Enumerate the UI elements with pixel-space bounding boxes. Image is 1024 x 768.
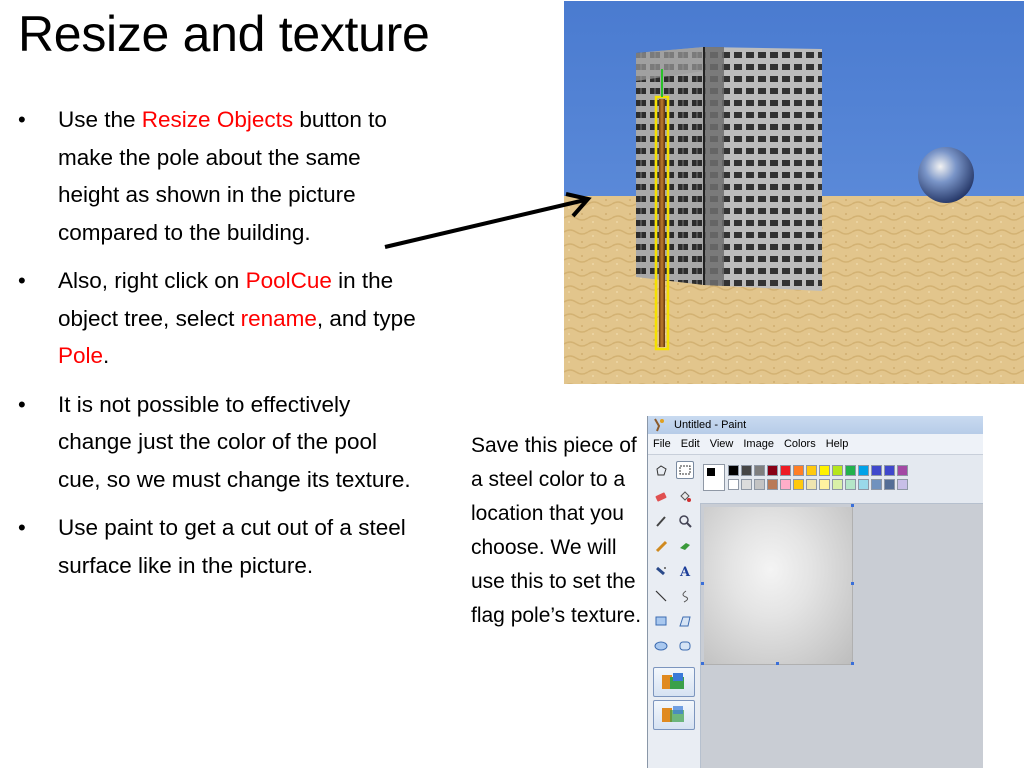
color-swatch[interactable] bbox=[884, 465, 895, 476]
ellipse-tool-icon[interactable] bbox=[652, 637, 670, 655]
resize-handle[interactable] bbox=[851, 582, 854, 585]
color-swatch[interactable] bbox=[754, 479, 765, 490]
resize-handle[interactable] bbox=[851, 504, 854, 507]
paint-toolbox bbox=[648, 455, 701, 768]
menu-edit[interactable]: Edit bbox=[680, 438, 700, 450]
color-swatch[interactable] bbox=[806, 479, 817, 490]
bullet-text: It is not possible to effectively change just the color of the pool cue, so we must change its texture. bbox=[58, 391, 411, 492]
menu-view[interactable]: View bbox=[709, 438, 734, 450]
color-picker-icon[interactable] bbox=[652, 512, 670, 530]
color-swatch[interactable] bbox=[793, 479, 804, 490]
color-swatch[interactable] bbox=[871, 479, 882, 490]
color-swatch[interactable] bbox=[728, 479, 739, 490]
caption-text: Save this piece of a steel color to a location that you choose. We will use this to set the flag pole’s texture. bbox=[471, 434, 642, 627]
fill-icon[interactable] bbox=[676, 487, 694, 505]
bullet-text: . bbox=[103, 343, 110, 368]
color-swatch[interactable] bbox=[767, 479, 778, 490]
bullet-text: Use the bbox=[58, 107, 142, 132]
bullet-text: , and type bbox=[316, 305, 416, 331]
bullet-item bbox=[14, 262, 424, 375]
menu-image[interactable]: Image bbox=[743, 438, 774, 450]
bullet-text: Use paint to get a cut out of a steel surface like in the picture. bbox=[58, 515, 406, 578]
color-swatch[interactable] bbox=[845, 479, 856, 490]
rectangle-tool-icon[interactable] bbox=[652, 612, 670, 630]
line-tool-icon[interactable] bbox=[652, 587, 670, 605]
resize-handle[interactable] bbox=[701, 662, 704, 665]
color-swatch[interactable] bbox=[845, 465, 856, 476]
highlight-resize-objects: Resize Objects bbox=[141, 107, 294, 132]
paint-app-icon bbox=[652, 418, 666, 432]
menu-file[interactable]: File bbox=[653, 438, 671, 450]
color-swatch[interactable] bbox=[780, 479, 791, 490]
color-swatch[interactable] bbox=[884, 479, 895, 490]
color-swatch[interactable] bbox=[741, 479, 752, 490]
bullet-dot: • bbox=[18, 107, 26, 132]
rect-select-icon[interactable] bbox=[676, 461, 694, 479]
color-swatch[interactable] bbox=[819, 465, 830, 476]
paint-title: Untitled - Paint bbox=[674, 419, 747, 431]
color-swatch[interactable] bbox=[780, 465, 791, 476]
bullet-dot: • bbox=[18, 268, 26, 293]
bullet-text: in the object tree, select bbox=[58, 268, 394, 331]
slide-title: Resize and texture bbox=[18, 6, 430, 62]
rounded-rect-tool-icon[interactable] bbox=[676, 637, 694, 655]
color-palette bbox=[700, 455, 983, 504]
color-swatch[interactable] bbox=[832, 479, 843, 490]
bullet-text: button to make the pole about the same height as shown in the picture compared to the building. bbox=[58, 107, 387, 245]
color-swatch[interactable] bbox=[897, 465, 908, 476]
paint-workspace bbox=[648, 455, 983, 768]
scene-screenshot bbox=[564, 1, 1024, 384]
bullet-item bbox=[14, 509, 424, 584]
menu-help[interactable]: Help bbox=[825, 438, 849, 450]
resize-handle[interactable] bbox=[851, 662, 854, 665]
curve-tool-icon[interactable] bbox=[676, 587, 694, 605]
eraser-icon[interactable] bbox=[652, 487, 670, 505]
color-swatch[interactable] bbox=[806, 465, 817, 476]
pencil-icon[interactable] bbox=[652, 537, 670, 555]
color-swatch[interactable] bbox=[858, 465, 869, 476]
color-swatch[interactable] bbox=[858, 479, 869, 490]
resize-handle[interactable] bbox=[776, 662, 779, 665]
resize-handle[interactable] bbox=[701, 582, 704, 585]
bullet-dot: • bbox=[18, 391, 26, 417]
color-swatch[interactable] bbox=[832, 465, 843, 476]
polygon-tool-icon[interactable] bbox=[676, 612, 694, 630]
color-swatch[interactable] bbox=[767, 465, 778, 476]
highlight-pole: Pole bbox=[58, 343, 104, 368]
color-swatch[interactable] bbox=[819, 479, 830, 490]
text-tool-icon[interactable] bbox=[676, 562, 694, 580]
paint-window bbox=[647, 416, 983, 768]
magnifier-icon[interactable] bbox=[676, 512, 694, 530]
color-swatch[interactable] bbox=[754, 465, 765, 476]
color-swatch[interactable] bbox=[793, 465, 804, 476]
airbrush-icon[interactable] bbox=[652, 562, 670, 580]
transparent-selection-button[interactable] bbox=[653, 700, 695, 730]
menu-colors[interactable]: Colors bbox=[783, 438, 816, 450]
pointer-arrow bbox=[380, 190, 600, 260]
svg-text:A: A bbox=[680, 565, 691, 578]
steel-texture-image bbox=[704, 507, 853, 665]
bullet-item bbox=[14, 101, 424, 251]
highlight-poolcue: PoolCue bbox=[245, 268, 332, 293]
paint-titlebar bbox=[648, 416, 983, 434]
bullet-text: Also, right click on bbox=[58, 268, 246, 293]
opaque-selection-button[interactable] bbox=[653, 667, 695, 697]
free-select-icon[interactable] bbox=[652, 462, 670, 480]
paint-menubar bbox=[648, 434, 983, 455]
current-colors[interactable] bbox=[703, 464, 725, 491]
bullet-item bbox=[14, 386, 424, 499]
color-swatch[interactable] bbox=[897, 479, 908, 490]
color-swatch[interactable] bbox=[741, 465, 752, 476]
bullet-list bbox=[14, 101, 424, 595]
paint-canvas-area[interactable] bbox=[701, 504, 983, 768]
scene-illustration bbox=[564, 1, 1024, 384]
color-swatch[interactable] bbox=[871, 465, 882, 476]
highlight-rename: rename bbox=[240, 305, 317, 331]
color-swatch[interactable] bbox=[728, 465, 739, 476]
bullet-dot: • bbox=[18, 515, 26, 540]
brush-icon[interactable] bbox=[676, 537, 694, 555]
